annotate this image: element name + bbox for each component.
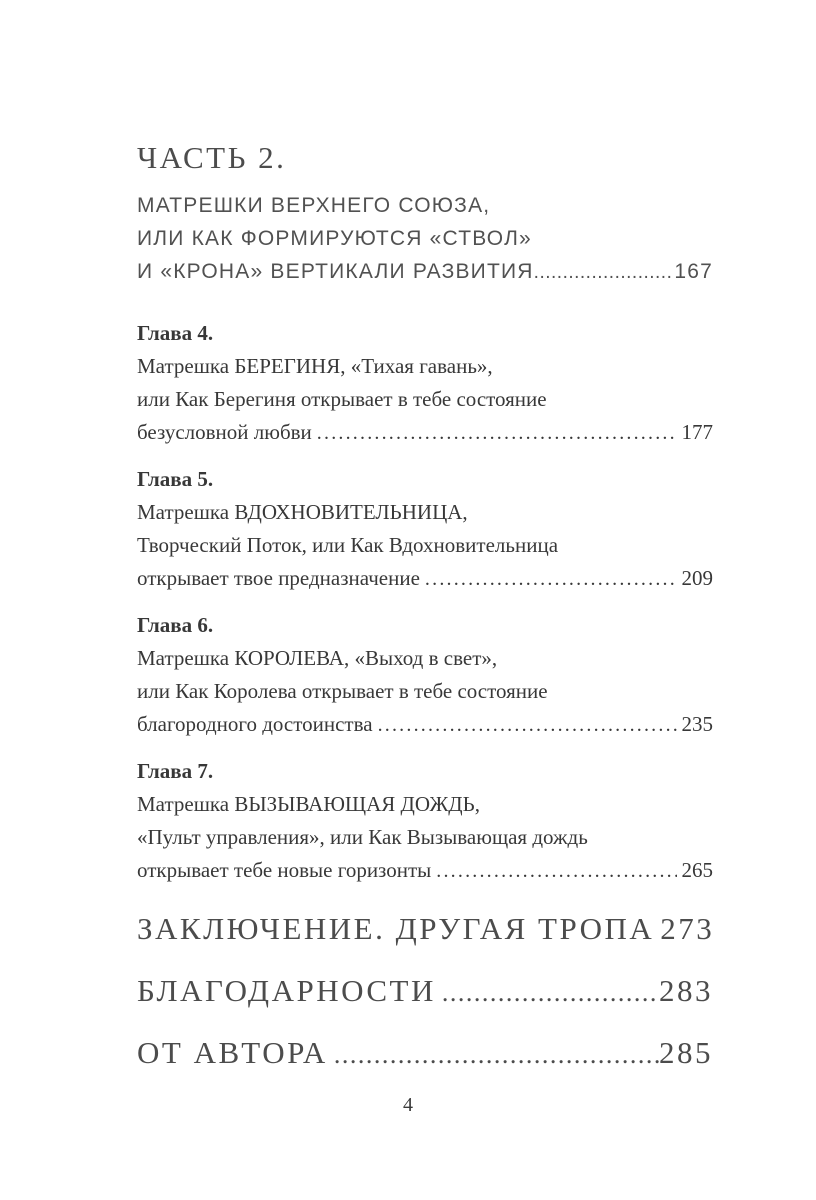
- chapter-line: или Как Королева открывает в тебе состояние: [137, 679, 548, 703]
- leader-dots: [373, 708, 677, 742]
- chapter-heading: Глава 5.: [137, 467, 214, 491]
- part-toc-row: [137, 255, 713, 289]
- chapter-line: Матрешка ВЫЗЫВАЮЩАЯ ДОЖДЬ,: [137, 792, 480, 816]
- chapter-heading: Глава 4.: [137, 321, 214, 345]
- chapter-entry: [137, 609, 713, 742]
- page-ref: 209: [681, 566, 713, 590]
- part-subtitle-line: ИЛИ КАК ФОРМИРУЮТСЯ «СТВОЛ»: [137, 227, 532, 250]
- back-matter-title: БЛАГОДАРНОСТИ: [137, 973, 436, 1008]
- back-matter-title: ЗАКЛЮЧЕНИЕ. ДРУГАЯ ТРОПА: [137, 911, 655, 946]
- part-subtitle-tail: И «КРОНА» ВЕРТИКАЛИ РАЗВИТИЯ: [137, 260, 534, 283]
- leader-dots: [328, 1023, 659, 1085]
- back-matter-entry: [137, 1023, 713, 1085]
- chapter-line: Творческий Поток, или Как Вдохновительница: [137, 533, 559, 557]
- chapter-line: Матрешка КОРОЛЕВА, «Выход в свет»,: [137, 646, 498, 670]
- content-column: [137, 0, 713, 1085]
- chapter-heading: Глава 7.: [137, 759, 214, 783]
- page-ref: 285: [659, 1035, 713, 1070]
- chapter-entry: [137, 755, 713, 888]
- chapter-tail: открывает тебе новые горизонты: [137, 858, 432, 882]
- leader-dots: [436, 961, 659, 1023]
- chapter-toc-row: [137, 416, 713, 450]
- page-ref: 235: [681, 712, 713, 736]
- chapter-toc-row: [137, 708, 713, 742]
- back-matter-section: [137, 899, 713, 1085]
- page-ref: 167: [674, 260, 713, 283]
- chapter-entry: [137, 463, 713, 596]
- leader-dots: [431, 854, 676, 888]
- part-subtitle: [137, 189, 713, 289]
- back-matter-entry: [137, 899, 713, 961]
- leader-dots: [420, 562, 677, 596]
- chapter-line: «Пульт управления», или Как Вызывающая дождь: [137, 825, 588, 849]
- chapter-heading: Глава 6.: [137, 613, 214, 637]
- folio-page-number: 4: [403, 1094, 413, 1116]
- back-matter-entry: [137, 961, 713, 1023]
- chapter-tail: открывает твое предназначение: [137, 566, 420, 590]
- chapter-toc-row: [137, 854, 713, 888]
- page-ref: 177: [681, 420, 713, 444]
- back-matter-title: ОТ АВТОРА: [137, 1035, 328, 1070]
- part-section: [137, 140, 713, 289]
- chapter-line: Матрешка ВДОХНОВИТЕЛЬНИЦА,: [137, 500, 468, 524]
- chapter-line: или Как Берегиня открывает в тебе состояние: [137, 387, 547, 411]
- leader-dots: [312, 416, 677, 450]
- part-title: ЧАСТЬ 2.: [137, 140, 287, 175]
- page-ref: 283: [659, 973, 713, 1008]
- leader-dots: [534, 255, 674, 289]
- chapter-toc-row: [137, 562, 713, 596]
- chapter-line: Матрешка БЕРЕГИНЯ, «Тихая гавань»,: [137, 354, 493, 378]
- part-subtitle-line: МАТРЕШКИ ВЕРХНЕГО СОЮЗА,: [137, 194, 491, 217]
- chapter-entry: [137, 317, 713, 450]
- page-ref: 273: [660, 911, 715, 946]
- chapter-tail: благородного достоинства: [137, 712, 373, 736]
- page-ref: 265: [681, 858, 713, 882]
- chapter-tail: безусловной любви: [137, 420, 312, 444]
